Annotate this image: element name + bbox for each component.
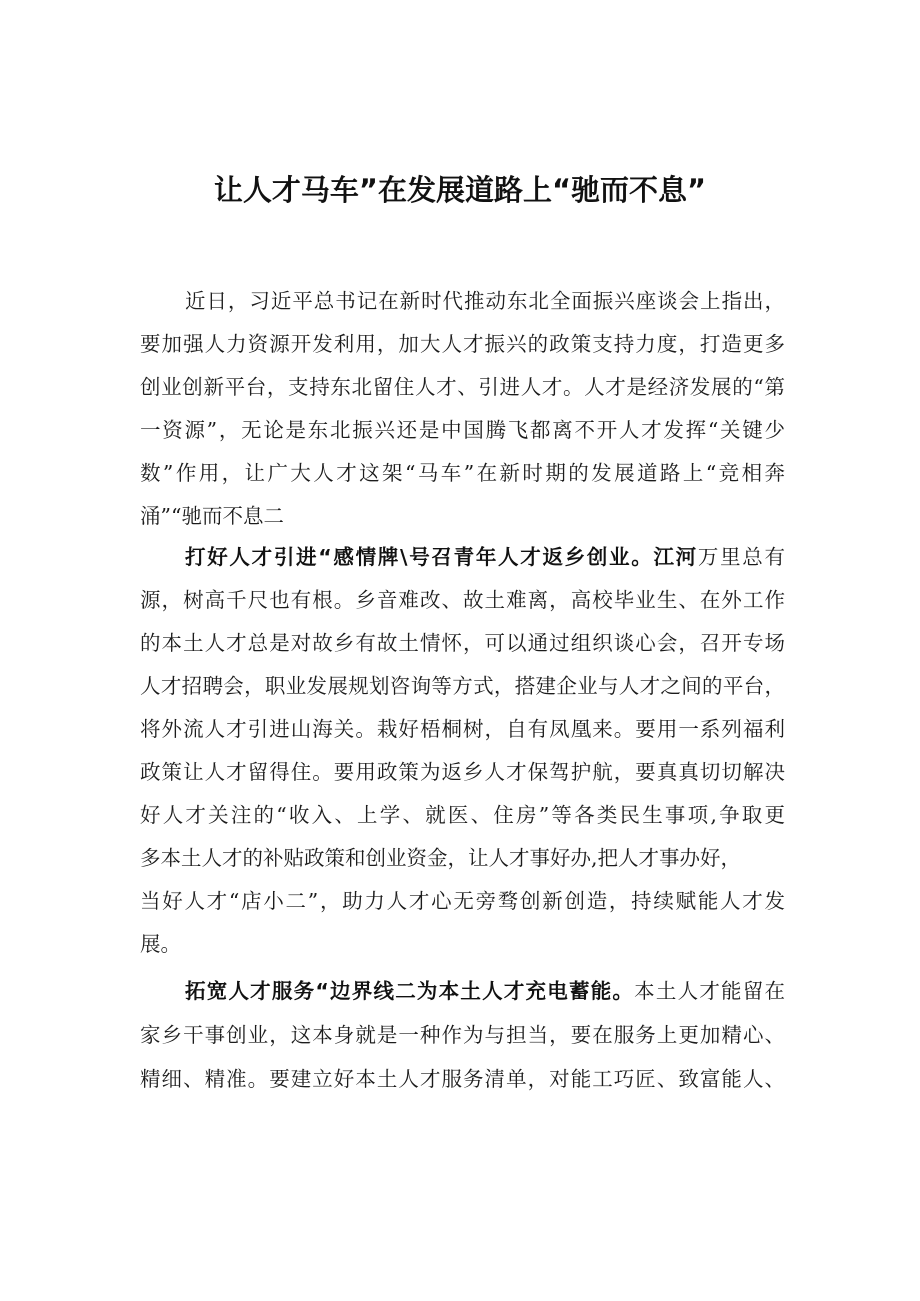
paragraph-3-line-1 — [185, 970, 785, 1013]
paragraph-1-line-6: 涌”“驰而不息二 — [140, 504, 284, 528]
paragraph-1-line-2: 要加强人力资源开发利用，加大人才振兴的政策支持力度，打造更多 — [140, 332, 785, 356]
paragraph-2-line-1 — [185, 536, 785, 579]
paragraph-2-line-6: 政策让人才留得住。要用政策为返乡人才保驾护航，要真真切切解决 — [140, 760, 785, 784]
paragraph-3-line-1-text: 本土人才能留在 — [634, 979, 785, 1003]
paragraph-2-line-10: 展。 — [140, 932, 181, 956]
paragraph-2-line-2: 源，树高千尺也有根。乡音难改、故土难离，高校毕业生、在外工作 — [140, 588, 785, 612]
paragraph-1-line-1: 近日，习近平总书记在新时代推动东北全面振兴座谈会上指出， — [185, 289, 785, 313]
document-title: 让人才马车”在发展道路上“驰而不息” — [213, 173, 707, 207]
paragraph-1-line-5: 数”作用，让广大人才这架“马车”在新时期的发展道路上“竞相奔 — [140, 461, 785, 485]
paragraph-2-heading: 打好人才引进“感情牌\号召青年人才返乡创业。江河 — [185, 545, 698, 569]
paragraph-2-line-8: 多本土人才的补贴政策和创业资金，让人才事好办,把人才事办好， — [140, 846, 742, 870]
paragraph-3-heading: 拓宽人才服务“边界线二为本土人才充电蓄能。 — [185, 979, 635, 1003]
paragraph-1-line-4: 一资源”，无论是东北振兴还是中国腾飞都离不开人才发挥“关键少 — [140, 418, 785, 442]
paragraph-2-line-5: 将外流人才引进山海关。栽好梧桐树，自有凤凰来。要用一系列福利 — [140, 717, 785, 741]
paragraph-2-line-1-text: 万里总有 — [697, 545, 786, 569]
paragraph-2-line-9: 当好人才“店小二”，助力人才心无旁骛创新创造，持续赋能人才发 — [140, 889, 785, 913]
paragraph-2-line-4: 人才招聘会，职业发展规划咨询等方式，搭建企业与人才之间的平台， — [140, 674, 785, 698]
paragraph-3-line-2: 家乡干事创业，这本身就是一种作为与担当，要在服务上更加精心、 — [140, 1023, 785, 1047]
paragraph-2-line-7: 好人才关注的“收入、上学、就医、住房”等各类民生事项,争取更 — [140, 803, 785, 827]
paragraph-2-line-3: 的本土人才总是对故乡有故土情怀，可以通过组织谈心会，召开专场 — [140, 631, 785, 655]
paragraph-3-line-3: 精细、精准。要建立好本土人才服务清单，对能工巧匠、致富能人、 — [140, 1067, 785, 1091]
paragraph-1-line-3: 创业创新平台，支持东北留住人才、引进人才。人才是经济发展的“第 — [140, 375, 785, 399]
